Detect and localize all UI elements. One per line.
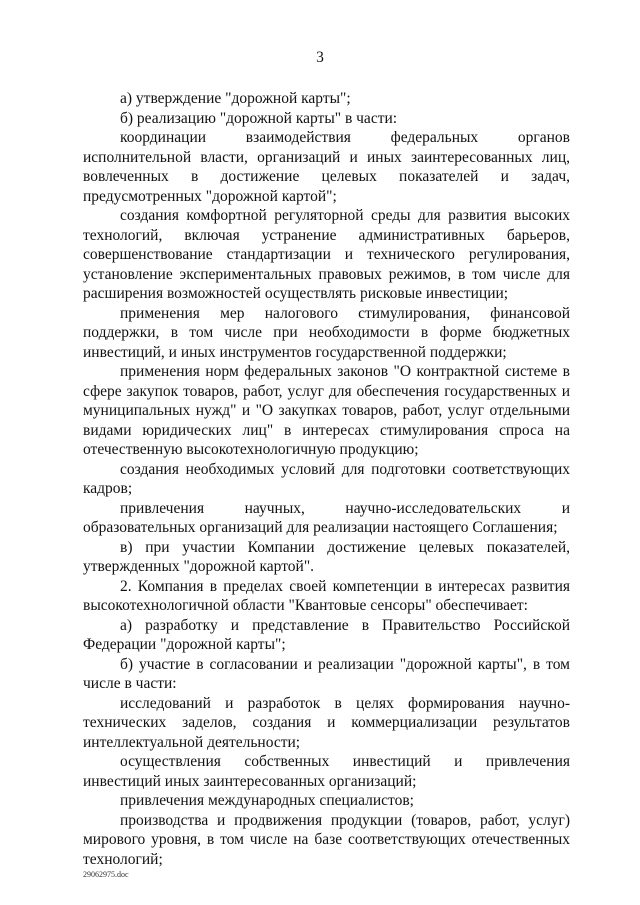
paragraph-scientific-organizations: привлечения научных, научно-исследовательских и образовательных организаций для реализации настоящего Соглашения;	[83, 499, 570, 536]
paragraph-coordination: координации взаимодействия федеральных органов исполнительной власти, организаций и иных заинтересованных лиц, вовлеченных в достижение целевых показателей и задач, предусмотренных "дорожной картой";	[83, 129, 570, 205]
page-number: 3	[316, 49, 324, 66]
paragraph-section-2-company: 2. Компания в пределах своей компетенции в интересах развития высокотехнологичной области "Квантовые сенсоры" обеспечивает:	[83, 577, 570, 614]
paragraph-regulatory-environment: создания комфортной регуляторной среды для развития высоких технологий, включая устранение административных барьеров, совершенствование стандартизации и технического регулирования, установление экспериментальных правовых режимов, в том числе для расширения возможностей осуществлять рисковые инвестиции;	[83, 207, 570, 302]
paragraph-item-a-approval: а) утверждение "дорожной карты";	[120, 90, 351, 107]
paragraph-item-c-targets: в) при участии Компании достижение целевых показателей, утвержденных "дорожной картой".	[83, 538, 570, 575]
paragraph-investments: осуществления собственных инвестиций и привлечения инвестиций иных заинтересованных организаций;	[83, 753, 570, 790]
paragraph-procurement-laws: применения норм федеральных законов "О контрактной системе в сфере закупок товаров, работ, услуг для обеспечения государственных и муниципальных нужд" и "О закупках товаров, работ, услуг отдельными видами юридических лиц" в интересах стимулирования спроса на отечественную высокотехнологичную продукцию;	[83, 363, 570, 458]
paragraph-item-a-development: а) разработку и представление в Правительство Российской Федерации "дорожной карты";	[83, 616, 570, 653]
paragraph-international-specialists: привлечения международных специалистов;	[120, 792, 414, 809]
paragraph-research: исследований и разработок в целях формирования научно-технических заделов, создания и коммерциализации результатов интеллектуальной деятельности;	[83, 694, 570, 751]
document-body	[83, 89, 570, 869]
paragraph-personnel-training: создания необходимых условий для подготовки соответствующих кадров;	[83, 460, 570, 497]
paragraph-item-b-participation: б) участие в согласовании и реализации "дорожной карты", в том числе в части:	[83, 655, 570, 692]
paragraph-production: производства и продвижения продукции (товаров, работ, услуг) мирового уровня, в том числе на базе соответствующих отечественных технологий;	[83, 811, 570, 868]
paragraph-tax-incentives: применения мер налогового стимулирования, финансовой поддержки, в том числе при необходимости в форме бюджетных инвестиций, и иных инструментов государственной поддержки;	[83, 304, 570, 361]
footer-filename: 29062975.doc	[83, 870, 129, 879]
paragraph-item-b-implementation: б) реализацию "дорожной карты" в части:	[120, 109, 398, 127]
